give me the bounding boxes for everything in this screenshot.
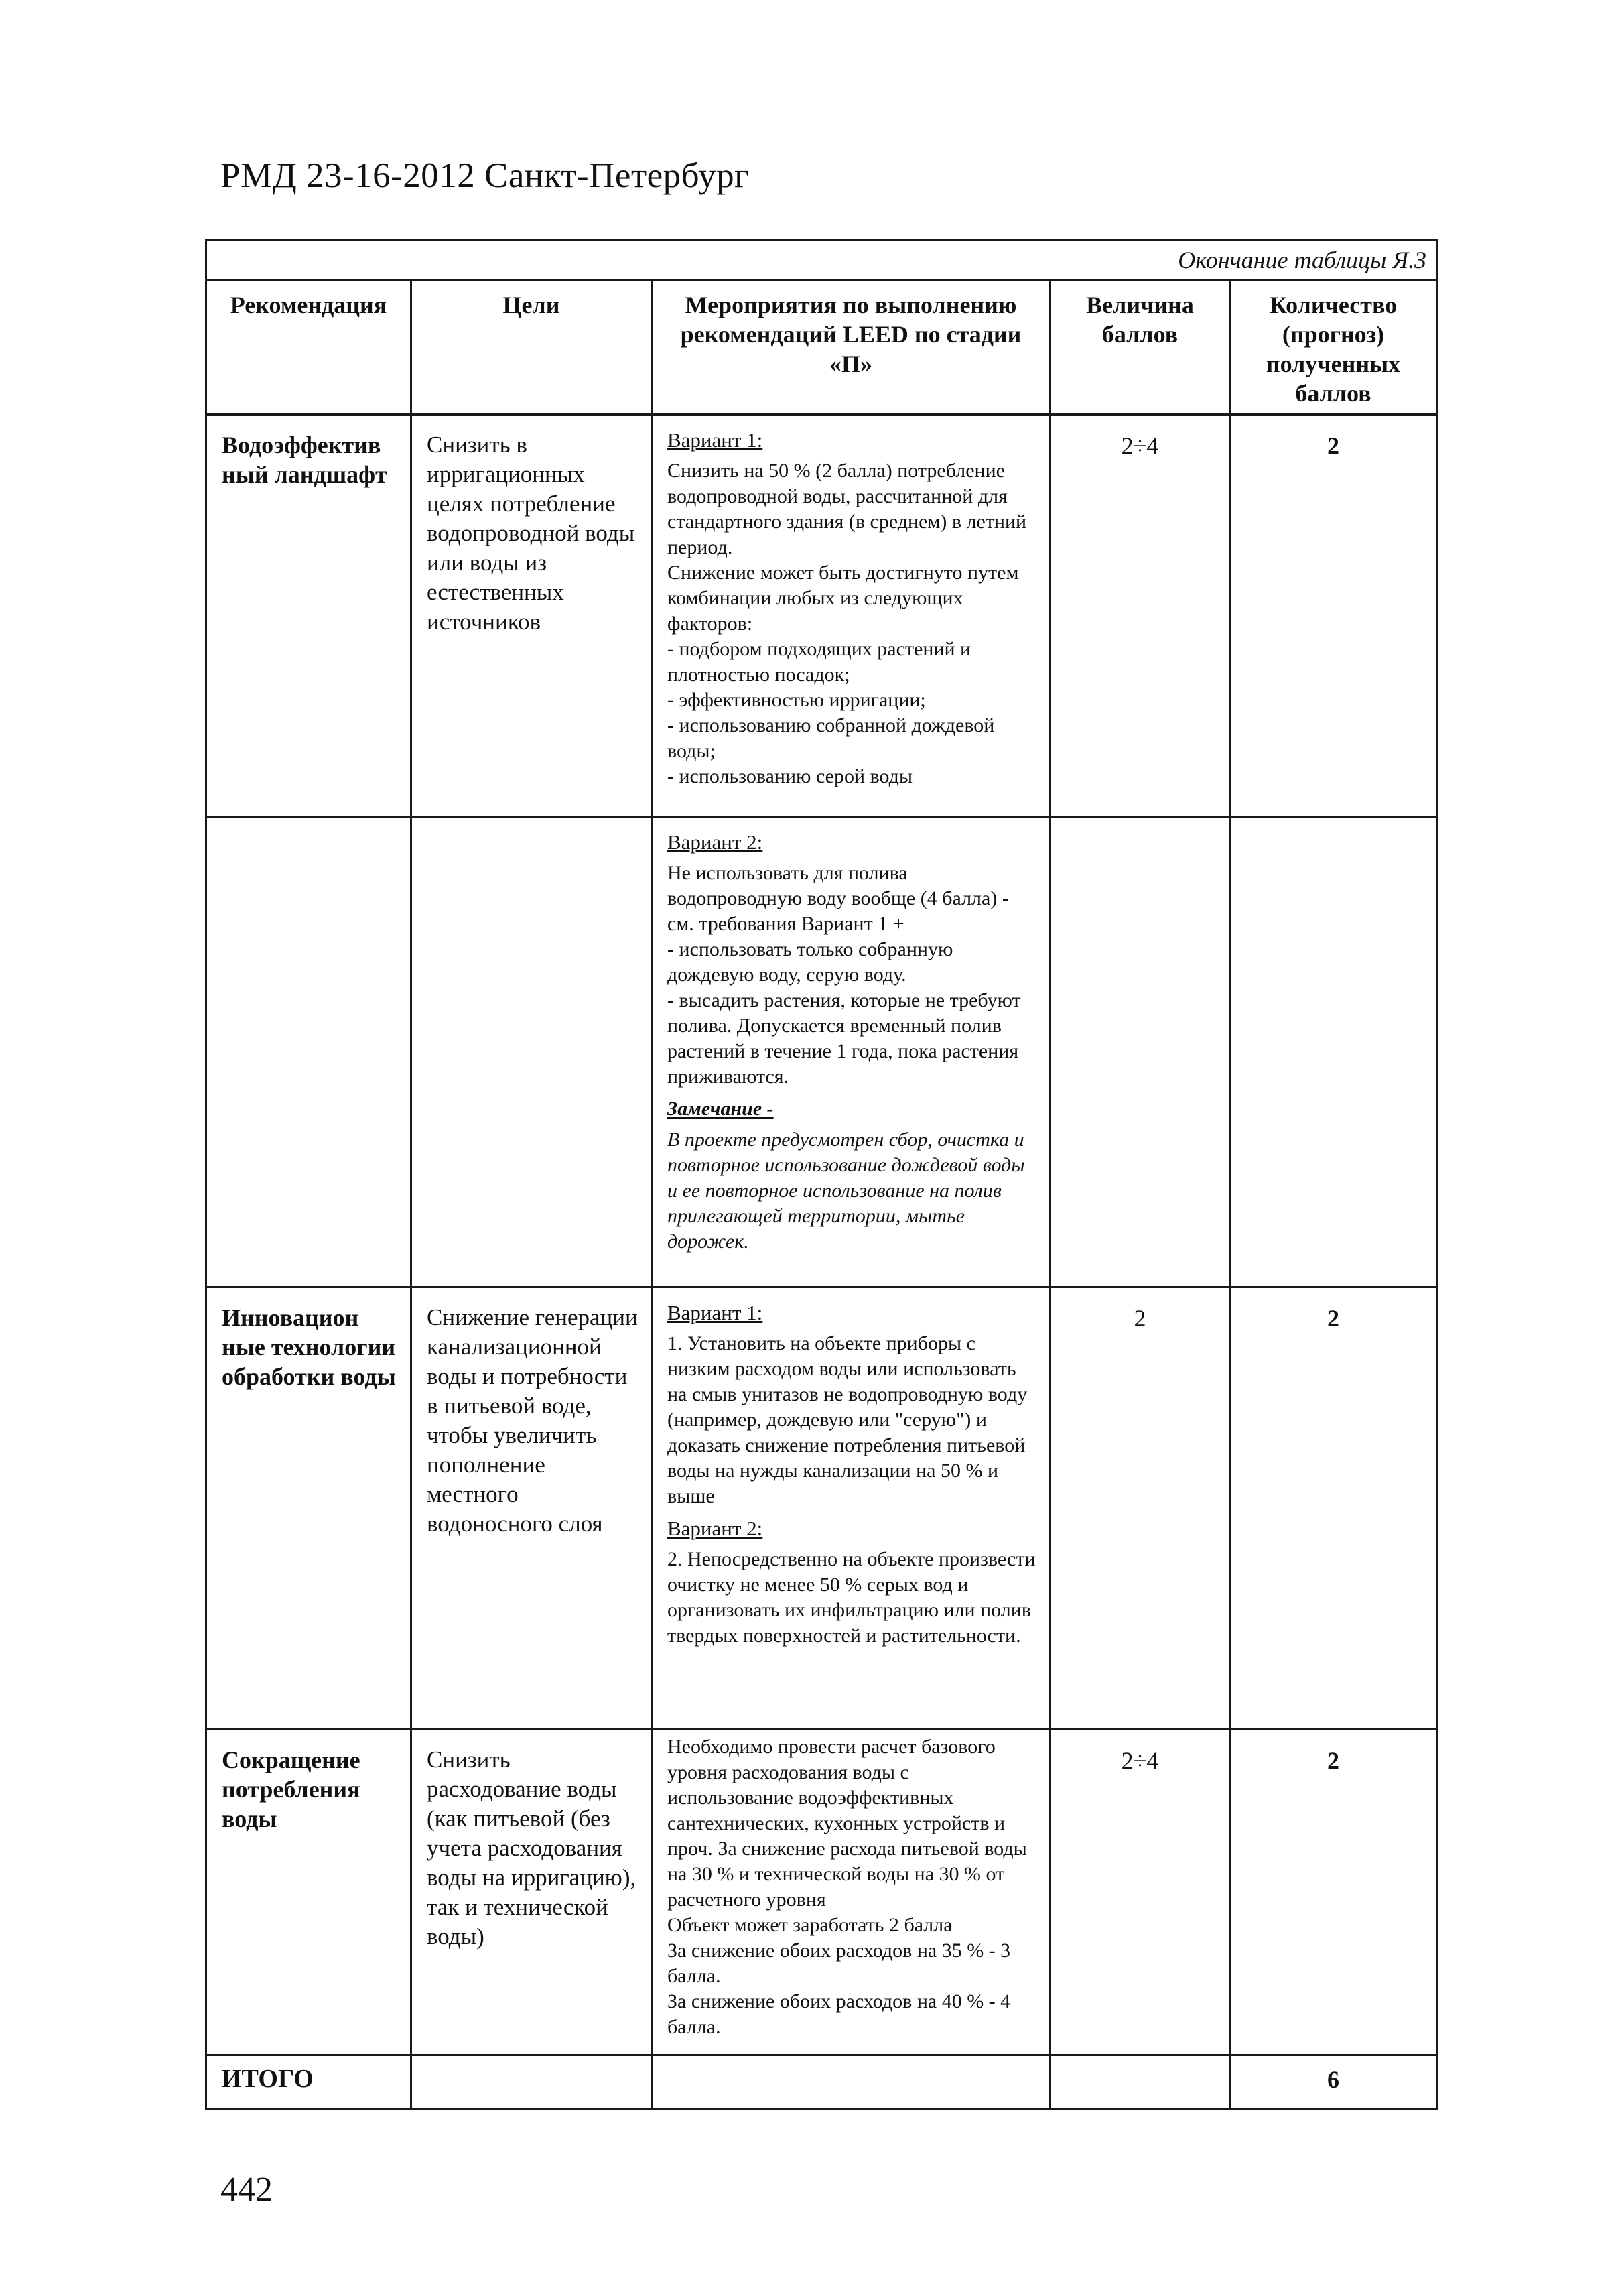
action-line: - использованию серой воды: [667, 765, 913, 787]
column-header-points: Величина баллов: [1051, 280, 1230, 415]
empty-cell: [411, 2055, 652, 2110]
expected-points-cell: 2: [1230, 415, 1437, 817]
actions-cell: [652, 1287, 1051, 1730]
table-row: [206, 817, 1437, 1287]
expected-points-cell: 2: [1230, 1730, 1437, 2055]
action-line: 2. Непосредственно на объекте произвести очистку не менее 50 % серых вод и организовать их инфильтрацию или полив твердых поверхностей и растительности.: [667, 1548, 1036, 1647]
recommendation-cell: Водоэффектив ный ландшафт: [206, 415, 411, 817]
points-cell: 2÷4: [1051, 415, 1230, 817]
action-line: - высадить растения, которые не требуют полива. Допускается временный полив растений в течение 1 года, пока растения приживаются.: [667, 989, 1021, 1088]
actions-cell: [652, 415, 1051, 817]
action-line: 1. Установить на объекте приборы с низким расходом воды или использовать на смыв унитазов не водопроводную воду (например, дождевую или "серую") и доказать снижение потребления питьевой воды на нужды канализации на 50 % и выше: [667, 1332, 1028, 1507]
empty-cell: [652, 2055, 1051, 2110]
action-line: - подбором подходящих растений и плотностью посадок;: [667, 638, 971, 686]
action-line: Объект может заработать 2 балла: [667, 1914, 953, 1936]
total-label: ИТОГО: [206, 2055, 411, 2110]
variant-title: Вариант 1:: [667, 428, 763, 452]
action-line: - использованию собранной дождевой воды;: [667, 714, 995, 762]
page-number: 442: [220, 2171, 273, 2209]
action-line: Снижение может быть достигнуто путем комбинации любых из следующих факторов:: [667, 562, 1019, 635]
action-line: - эффективностью ирригации;: [667, 689, 926, 711]
table-caption: Окончание таблицы Я.3: [206, 241, 1437, 280]
page-header: РМД 23-16-2012 Санкт-Петербург: [220, 156, 750, 195]
actions-cell: [652, 1730, 1051, 2055]
points-cell: 2÷4: [1051, 1730, 1230, 2055]
column-header-expected-points: Количество (прогноз) полученных баллов: [1230, 280, 1437, 415]
recommendation-cell: Сокращение потребления воды: [206, 1730, 411, 2055]
goal-cell: Снизить в ирригационных целях потребление водопроводной воды или воды из естественных источников: [411, 415, 652, 817]
action-line: - использовать только собранную дождевую воду, серую воду.: [667, 938, 953, 986]
empty-cell: [1051, 2055, 1230, 2110]
note-title: Замечание -: [667, 1098, 774, 1120]
goal-cell: Снизить расходование воды (как питьевой (без учета расходования воды на ирригацию), так и технической воды): [411, 1730, 652, 2055]
table-row: [206, 1287, 1437, 1730]
variant-title: Вариант 1:: [667, 1301, 763, 1324]
expected-points-cell: 2: [1230, 1287, 1437, 1730]
action-line: Не использовать для полива водопроводную воду вообще (4 балла) - см. требования Вариант 1 +: [667, 862, 1009, 935]
column-header-goals: Цели: [411, 280, 652, 415]
column-header-actions: Мероприятия по выполнению рекомендаций LEED по стадии «П»: [652, 280, 1051, 415]
variant-title: Вариант 2:: [667, 1517, 763, 1540]
expected-points-cell: [1230, 817, 1437, 1287]
action-line: За снижение обоих расходов на 35 % - 3 балла.: [667, 1939, 1011, 1987]
table-caption-row: [206, 241, 1437, 280]
table-row: [206, 1730, 1437, 2055]
points-cell: 2: [1051, 1287, 1230, 1730]
recommendation-cell: [206, 817, 411, 1287]
variant-title: Вариант 2:: [667, 830, 763, 854]
recommendation-cell: Инновацион ные технологии обработки воды: [206, 1287, 411, 1730]
action-line: За снижение обоих расходов на 40 % - 4 балла.: [667, 1990, 1011, 2038]
table-row: [206, 415, 1437, 817]
table-header-row: [206, 280, 1437, 415]
column-header-recommendation: Рекомендация: [206, 280, 411, 415]
points-cell: [1051, 817, 1230, 1287]
actions-cell: [652, 817, 1051, 1287]
total-value: 6: [1230, 2055, 1437, 2110]
note-text: В проекте предусмотрен сбор, очистка и повторное использование дождевой воды и ее повторное использование на полив прилегающей территории, мытье дорожек.: [667, 1129, 1025, 1253]
action-line: Снизить на 50 % (2 балла) потребление водопроводной воды, рассчитанной для стандартного здания (в среднем) в летний период.: [667, 460, 1027, 558]
goal-cell: Снижение генерации канализационной воды и потребности в питьевой воде, чтобы увеличить пополнение местного водоносного слоя: [411, 1287, 652, 1730]
action-line: Необходимо провести расчет базового уровня расходования воды с использование водоэффективных сантехнических, кухонных устройств и проч. За снижение расхода питьевой воды на 30 % и технической воды на 30 % от расчетного уровня: [667, 1736, 1027, 1911]
goal-cell: [411, 817, 652, 1287]
recommendations-table: [205, 239, 1438, 2110]
total-row: [206, 2055, 1437, 2110]
